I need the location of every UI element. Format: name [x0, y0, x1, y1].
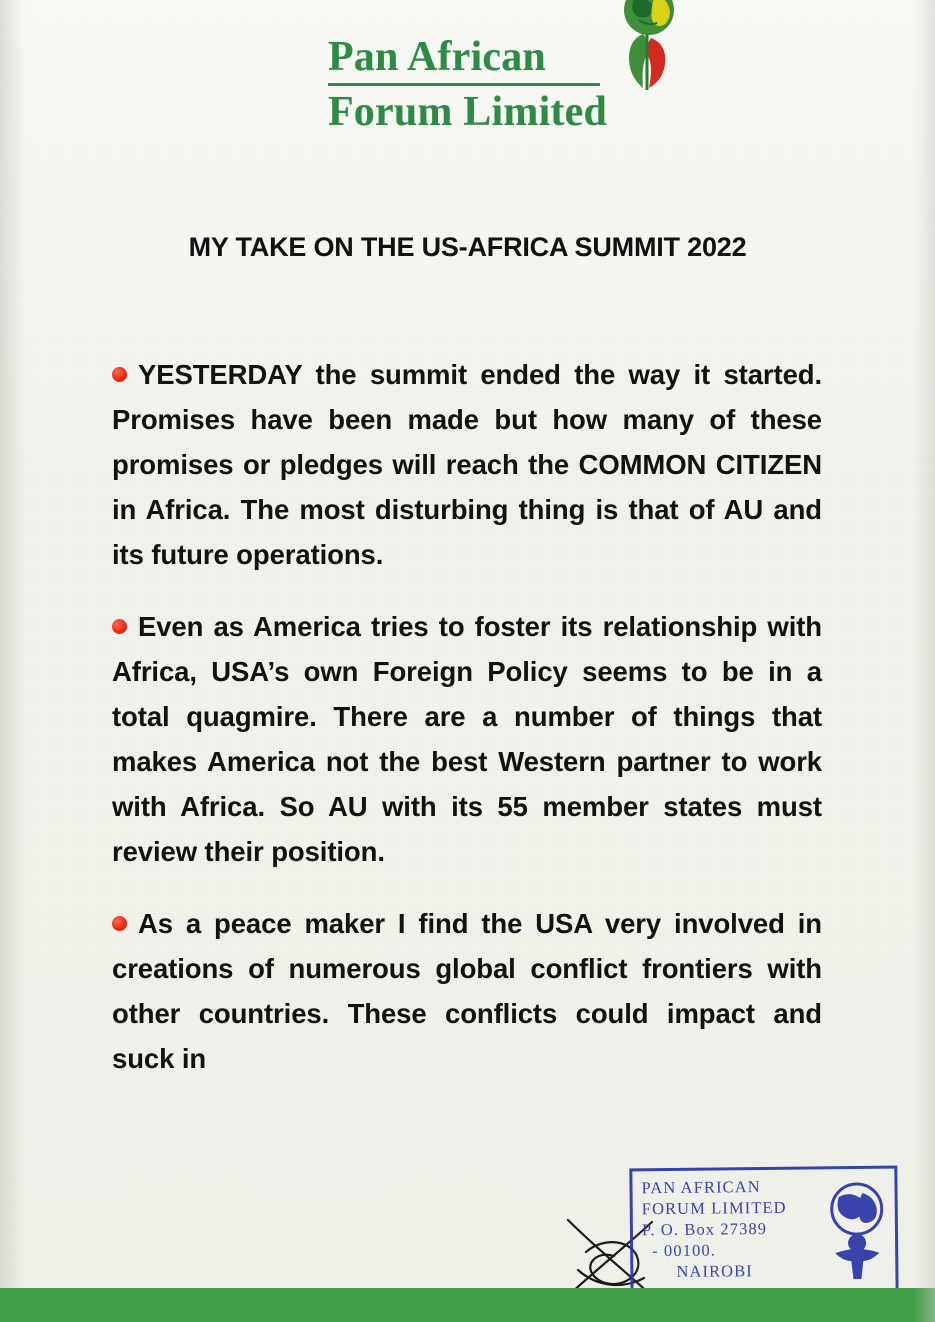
footer-band	[0, 1288, 935, 1322]
paragraph	[112, 352, 822, 577]
globe-plant-logo-icon	[603, 0, 679, 92]
stamp-line-4: - 00100.	[652, 1240, 717, 1261]
stamp-line-5: NAIROBI	[676, 1261, 753, 1281]
logo-line-2: Forum Limited	[327, 88, 608, 135]
page-title: MY TAKE ON THE US-AFRICA SUMMIT 2022	[188, 232, 747, 262]
document-body	[112, 352, 822, 1081]
stamp-line-3: P. O. Box 27389	[641, 1218, 768, 1240]
paragraph-text: Even as America tries to foster its relationship with Africa, USA’s own Foreign Policy seems to be in a total quagmire. There are a number of things that makes America not the best Western partner to work with Africa. So AU with its 55 member states must review their position.	[112, 611, 822, 867]
stamp-text	[641, 1175, 818, 1282]
red-dot-bullet-icon	[112, 916, 127, 931]
paragraph-text: YESTERDAY the summit ended the way it started. Promises have been made but how many of these promises or pledges will reach the COMMON CITIZEN in Africa. The most disturbing thing is that of AU and its future operations.	[112, 359, 822, 570]
paragraph-text: As a peace maker I find the USA very involved in creations of numerous global conflict frontiers with other countries. These conflicts could impact and suck in	[112, 908, 822, 1074]
red-dot-bullet-icon	[112, 619, 127, 634]
company-stamp	[629, 1166, 898, 1303]
logo-line-1: Pan African	[328, 34, 600, 86]
red-dot-bullet-icon	[112, 367, 127, 382]
company-logo	[328, 34, 607, 137]
paragraph	[112, 901, 822, 1081]
stamp-line-2: FORUM LIMITED	[641, 1197, 787, 1219]
paragraph	[112, 604, 822, 874]
globe-figure-stamp-icon	[824, 1179, 889, 1284]
stamp-line-1: PAN AFRICAN	[641, 1177, 761, 1198]
letterhead	[0, 34, 935, 137]
